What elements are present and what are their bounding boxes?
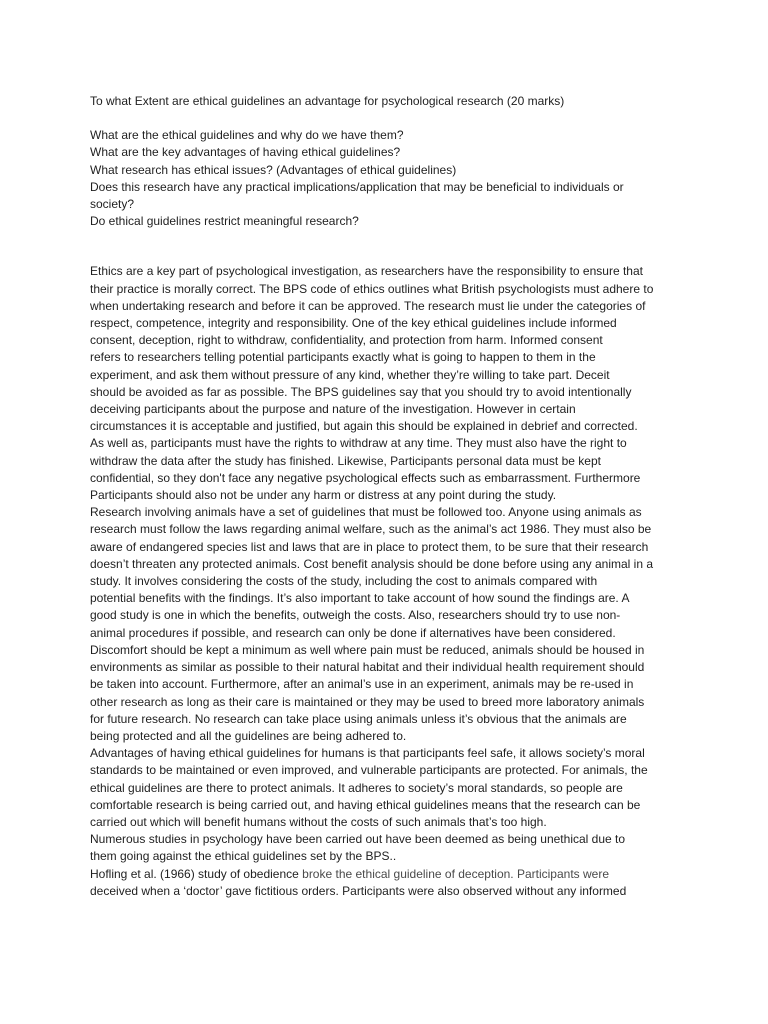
body-line: when undertaking research and before it can be approved. The research must lie under the categories of bbox=[90, 298, 646, 313]
body-line: consent, deception, right to withdraw, confidentiality, and protection from harm. Informed consent bbox=[90, 333, 603, 348]
question-line: What are the key advantages of having ethical guidelines? bbox=[90, 145, 401, 160]
essay-title: To what Extent are ethical guidelines an advantage for psychological research (20 marks) bbox=[90, 94, 565, 108]
hofling-line-text: Hofling et al. (1966) study of obedience bbox=[90, 866, 303, 881]
question-list bbox=[90, 127, 690, 230]
body-line: deceiving participants about the purpose and nature of the investigation. However in certain bbox=[90, 402, 576, 417]
question-line: society? bbox=[90, 197, 135, 212]
body-line: Ethics are a key part of psychological investigation, as researchers have the responsibility to ensure that bbox=[90, 264, 643, 279]
body-line: Numerous studies in psychology have been carried out have been deemed as being unethical due to bbox=[90, 832, 626, 847]
hofling-line bbox=[90, 866, 690, 883]
question-line: Does this research have any practical implications/application that may be beneficial to individuals or bbox=[90, 179, 624, 194]
body-line: being protected and all the guidelines are being adhered to. bbox=[90, 728, 407, 743]
body-line: withdraw the data after the study has finished. Likewise, Participants personal data must be kept bbox=[90, 453, 601, 468]
body-line: potential benefits with the findings. It’s also important to take account of how sound the findings are. A bbox=[90, 591, 630, 606]
body-line: carried out which will benefit humans without the costs of such animals that’s too high. bbox=[90, 814, 547, 829]
body-line: animal procedures if possible, and research can only be done if alternatives have been considered. bbox=[90, 625, 616, 640]
body-line: As well as, participants must have the rights to withdraw at any time. They must also have the right to bbox=[90, 436, 627, 451]
body-line: respect, competence, integrity and responsibility. One of the key ethical guidelines include informed bbox=[90, 316, 617, 331]
question-line: What research has ethical issues? (Advantages of ethical guidelines) bbox=[90, 162, 457, 177]
body-line: experiment, and ask them without pressure of any kind, whether they’re willing to take part. Deceit bbox=[90, 367, 610, 382]
body-line: comfortable research is being carried out, and having ethical guidelines means that the research can be bbox=[90, 797, 641, 812]
body-line: good study is one in which the benefits, outweigh the costs. Also, researchers should try to use non- bbox=[90, 608, 621, 623]
body-line: them going against the ethical guidelines set by the BPS.. bbox=[90, 849, 397, 864]
question-line: What are the ethical guidelines and why do we have them? bbox=[90, 128, 404, 143]
body-line: Research involving animals have a set of guidelines that must be followed too. Anyone using animals as bbox=[90, 505, 642, 520]
body-line: Participants should also not be under any harm or distress at any point during the study. bbox=[90, 488, 557, 503]
essay-body bbox=[90, 263, 690, 900]
body-line: doesn’t threaten any protected animals. Cost benefit analysis should be done before using any animal in a bbox=[90, 556, 654, 571]
body-line: refers to researchers telling potential participants exactly what is going to happen to them in the bbox=[90, 350, 596, 365]
body-line: circumstances it is acceptable and justified, but again this should be explained in debrief and corrected. bbox=[90, 419, 638, 434]
body-line: deceived when a ‘doctor’ gave fictitious orders. Participants were also observed without any informed bbox=[90, 883, 627, 898]
body-line: research must follow the laws regarding animal welfare, such as the animal’s act 1986. They must also be bbox=[90, 522, 652, 537]
question-line: Do ethical guidelines restrict meaningful research? bbox=[90, 214, 359, 229]
body-line: be taken into account. Furthermore, after an animal’s use in an experiment, animals may be re-used in bbox=[90, 677, 634, 692]
body-line: their practice is morally correct. The BPS code of ethics outlines what British psychologists must adhere to bbox=[90, 281, 654, 296]
body-line: Discomfort should be kept a minimum as well where pain must be reduced, animals should be housed in bbox=[90, 642, 645, 657]
body-line: aware of endangered species list and laws that are in place to protect them, to be sure that their research bbox=[90, 539, 649, 554]
body-line: ethical guidelines are there to protect animals. It adheres to society’s moral standards, so people are bbox=[90, 780, 623, 795]
document-page bbox=[90, 93, 690, 900]
body-line: should be avoided as far as possible. The BPS guidelines say that you should try to avoid intentionally bbox=[90, 384, 632, 399]
body-line: other research as long as their care is maintained or they may be used to breed more laboratory animals bbox=[90, 694, 645, 709]
body-line: study. It involves considering the costs of the study, including the cost to animals compared with bbox=[90, 574, 598, 589]
body-line: Advantages of having ethical guidelines for humans is that participants feel safe, it allows society’s moral bbox=[90, 746, 645, 761]
body-line: confidential, so they don't face any negative psychological effects such as embarrassment. Furthermore bbox=[90, 470, 641, 485]
highlighted-text: broke the ethical guideline of deception. Participants were bbox=[302, 866, 609, 881]
body-line: for future research. No research can take place using animals unless it’s obvious that the animals are bbox=[90, 711, 627, 726]
body-line: standards to be maintained or even improved, and vulnerable participants are protected. For animals, the bbox=[90, 763, 648, 778]
body-line: environments as similar as possible to their natural habitat and their individual health requirement should bbox=[90, 660, 645, 675]
